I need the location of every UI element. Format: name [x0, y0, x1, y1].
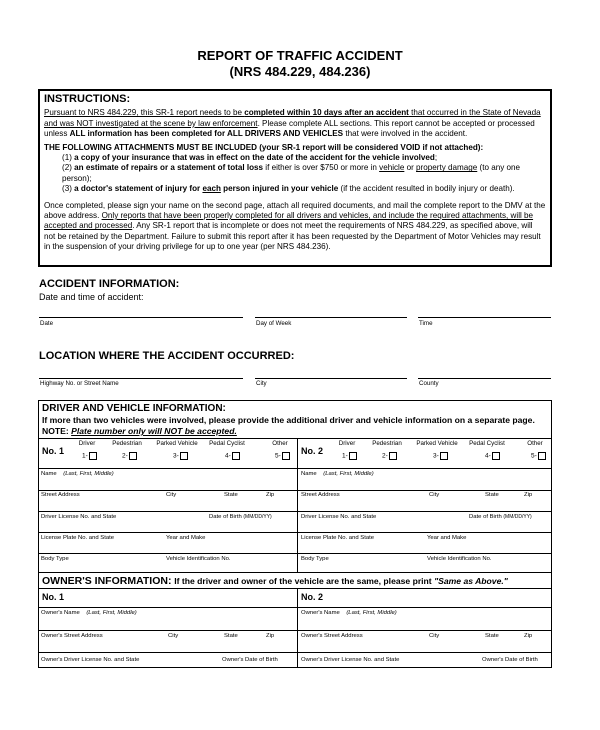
- v2-state-field[interactable]: State: [485, 492, 499, 498]
- accident-time-input[interactable]: [418, 317, 551, 318]
- v1-pedestrian-checkbox[interactable]: 2-: [122, 452, 137, 460]
- v1-name-field[interactable]: Name (Last, First, Middle): [41, 471, 114, 477]
- v2-bodytype-field[interactable]: Body Type: [301, 556, 329, 562]
- v2-name-field[interactable]: Name (Last, First, Middle): [301, 471, 374, 477]
- v1-street-field[interactable]: Street Address: [41, 492, 80, 498]
- date-label: Date: [40, 320, 54, 327]
- v2-license-field[interactable]: Driver License No. and State: [301, 514, 377, 520]
- o2-city-field[interactable]: City: [429, 633, 440, 639]
- accident-day-input[interactable]: [255, 317, 407, 318]
- day-of-week-label: Day of Week: [256, 320, 292, 327]
- o1-name-field[interactable]: Owner's Name (Last, First, Middle): [41, 610, 137, 616]
- v2-driver-checkbox[interactable]: 1-: [342, 452, 357, 460]
- v1-yearmake-field[interactable]: Year and Make: [166, 535, 206, 541]
- v2-city-field[interactable]: City: [429, 492, 440, 498]
- v2-yearmake-field[interactable]: Year and Make: [427, 535, 467, 541]
- o1-license-field[interactable]: Owner's Driver License No. and State: [41, 657, 140, 663]
- v1-plate-field[interactable]: License Plate No. and State: [41, 535, 115, 541]
- v2-cyclist-checkbox[interactable]: 4-: [485, 452, 500, 460]
- street-name-label: Highway No. or Street Name: [40, 380, 119, 387]
- attachments-title: THE FOLLOWING ATTACHMENTS MUST BE INCLUDED (your SR-1 report will be considered VOID if not attached):: [44, 142, 484, 152]
- v2-street-field[interactable]: Street Address: [301, 492, 340, 498]
- v1-dob-field[interactable]: Date of Birth (MM/DD/YY): [209, 514, 272, 520]
- attachment-3: (3) a doctor's statement of injury for each person injured in your vehicle (if the accident resulted in bodily injury or death).: [62, 184, 515, 194]
- v1-cyclist-checkbox[interactable]: 4-: [225, 452, 240, 460]
- instructions-paragraph-3: Once completed, please sign your name on the second page, attach all required documents, and mail the complete report to the DMV at the above address. Only reports that have been properly completed for all drivers and vehicles, and include the required attachments, will be accepted and processed. Any SR-1 report that is incomplete or does not meet the requirements of NRS 484.229, as specified above, will not be retained by the Department. Failure to submit this report after it has been requested by the Department of Motor Vehicles may result in the suspension of your driving privilege for up to one year (per NRS 484.236).: [44, 200, 546, 252]
- o2-license-field[interactable]: Owner's Driver License No. and State: [301, 657, 400, 663]
- county-input[interactable]: [418, 378, 551, 379]
- vehicle-no1-label: No. 1: [42, 446, 65, 456]
- v2-vin-field[interactable]: Vehicle Identification No.: [427, 556, 492, 562]
- v1-license-field[interactable]: Driver License No. and State: [41, 514, 117, 520]
- o2-dob-field[interactable]: Owner's Date of Birth: [482, 657, 538, 663]
- time-label: Time: [419, 320, 433, 327]
- driver-vehicle-section: DRIVER AND VEHICLE INFORMATION: If more than two vehicles were involved, please provide the additional driver and vehicle information on a separate page. NOTE: Plate number only will NOT be accepted. No. 1 Driver Pedestrian Parked Vehicle Pedal Cyclist Other 1- 2- 3- 4- 5- No. 2 Driver Pedestrian Parked Vehicle Pedal Cyclist Other 1- 2- 3- 4- 5- Name (Last, First, Middle) Name (Last, First, Middle) Street Address City State Zip Street Address City State Zip Driver License No. and State Date of Birth (MM/DD/YY) Driver License No. and State Date of Birth (MM/DD/YY) License Plate No. and State Year and Make License Plate No. and State Year and Make Body Type Vehicle Identification No. Body Type Vehicle Identification No.: [38, 400, 552, 573]
- v2-parked-checkbox[interactable]: 3-: [433, 452, 448, 460]
- driver-vehicle-note: If more than two vehicles were involved, please provide the additional driver and vehicle information on a separate page. NOTE: Plate number only will NOT be accepted.: [42, 415, 535, 436]
- v1-parked-checkbox[interactable]: 3-: [173, 452, 188, 460]
- location-city-input[interactable]: [255, 378, 407, 379]
- v2-dob-field[interactable]: Date of Birth (MM/DD/YY): [469, 514, 532, 520]
- v1-bodytype-field[interactable]: Body Type: [41, 556, 69, 562]
- owner-no1-label: No. 1: [42, 592, 65, 602]
- vehicle-no2-label: No. 2: [301, 446, 324, 456]
- owner-heading-line: OWNER'S INFORMATION: If the driver and owner of the vehicle are the same, please print "Same as Above.": [42, 575, 508, 587]
- v1-city-field[interactable]: City: [166, 492, 177, 498]
- v1-state-field[interactable]: State: [224, 492, 238, 498]
- owner-section: [38, 573, 552, 668]
- attachment-1: (1) a copy of your insurance that was in effect on the date of the accident for the vehicle involved;: [62, 153, 438, 163]
- o2-state-field[interactable]: State: [485, 633, 499, 639]
- accident-date-input[interactable]: [39, 317, 243, 318]
- page-title: REPORT OF TRAFFIC ACCIDENT: [197, 48, 403, 63]
- v1-driver-checkbox[interactable]: 1-: [82, 452, 97, 460]
- o2-name-field[interactable]: Owner's Name (Last, First, Middle): [301, 610, 397, 616]
- v2-other-checkbox[interactable]: 5-: [531, 452, 546, 460]
- accident-date-time-label: Date and time of accident:: [39, 292, 144, 302]
- county-label: County: [419, 380, 439, 387]
- accident-info-heading: ACCIDENT INFORMATION:: [39, 278, 180, 290]
- driver-vehicle-heading: DRIVER AND VEHICLE INFORMATION:: [42, 403, 226, 414]
- v1-zip-field[interactable]: Zip: [266, 492, 275, 498]
- o2-zip-field[interactable]: Zip: [524, 633, 533, 639]
- o1-dob-field[interactable]: Owner's Date of Birth: [222, 657, 278, 663]
- instructions-paragraph-1: Pursuant to NRS 484.229, this SR-1 report needs to be completed within 10 days after an accident that occurred in the State of Nevada and was NOT investigated at the scene by law enforcement. Please complete ALL sections. This report cannot be accepted or processed unless ALL information has been completed for ALL DRIVERS AND VEHICLES that were involved in the accident.: [44, 108, 541, 139]
- v2-plate-field[interactable]: License Plate No. and State: [301, 535, 375, 541]
- v2-pedestrian-checkbox[interactable]: 2-: [382, 452, 397, 460]
- v2-zip-field[interactable]: Zip: [524, 492, 533, 498]
- o2-street-field[interactable]: Owner's Street Address: [301, 633, 363, 639]
- street-name-input[interactable]: [39, 378, 243, 379]
- v1-vin-field[interactable]: Vehicle Identification No.: [166, 556, 231, 562]
- o1-state-field[interactable]: State: [224, 633, 238, 639]
- page-subtitle: (NRS 484.229, 484.236): [229, 64, 371, 79]
- location-heading: LOCATION WHERE THE ACCIDENT OCCURRED:: [39, 350, 295, 362]
- instructions-heading: INSTRUCTIONS:: [44, 93, 131, 105]
- o1-zip-field[interactable]: Zip: [266, 633, 275, 639]
- location-city-label: City: [256, 380, 267, 387]
- owner-no2-label: No. 2: [301, 592, 324, 602]
- o1-city-field[interactable]: City: [168, 633, 179, 639]
- instructions-box: [38, 89, 552, 267]
- attachment-2: (2) an estimate of repairs or a statement of total loss if either is over $750 or more in vehicle or property damage (to any one person);: [62, 163, 520, 183]
- o1-street-field[interactable]: Owner's Street Address: [41, 633, 103, 639]
- v1-other-checkbox[interactable]: 5-: [275, 452, 290, 460]
